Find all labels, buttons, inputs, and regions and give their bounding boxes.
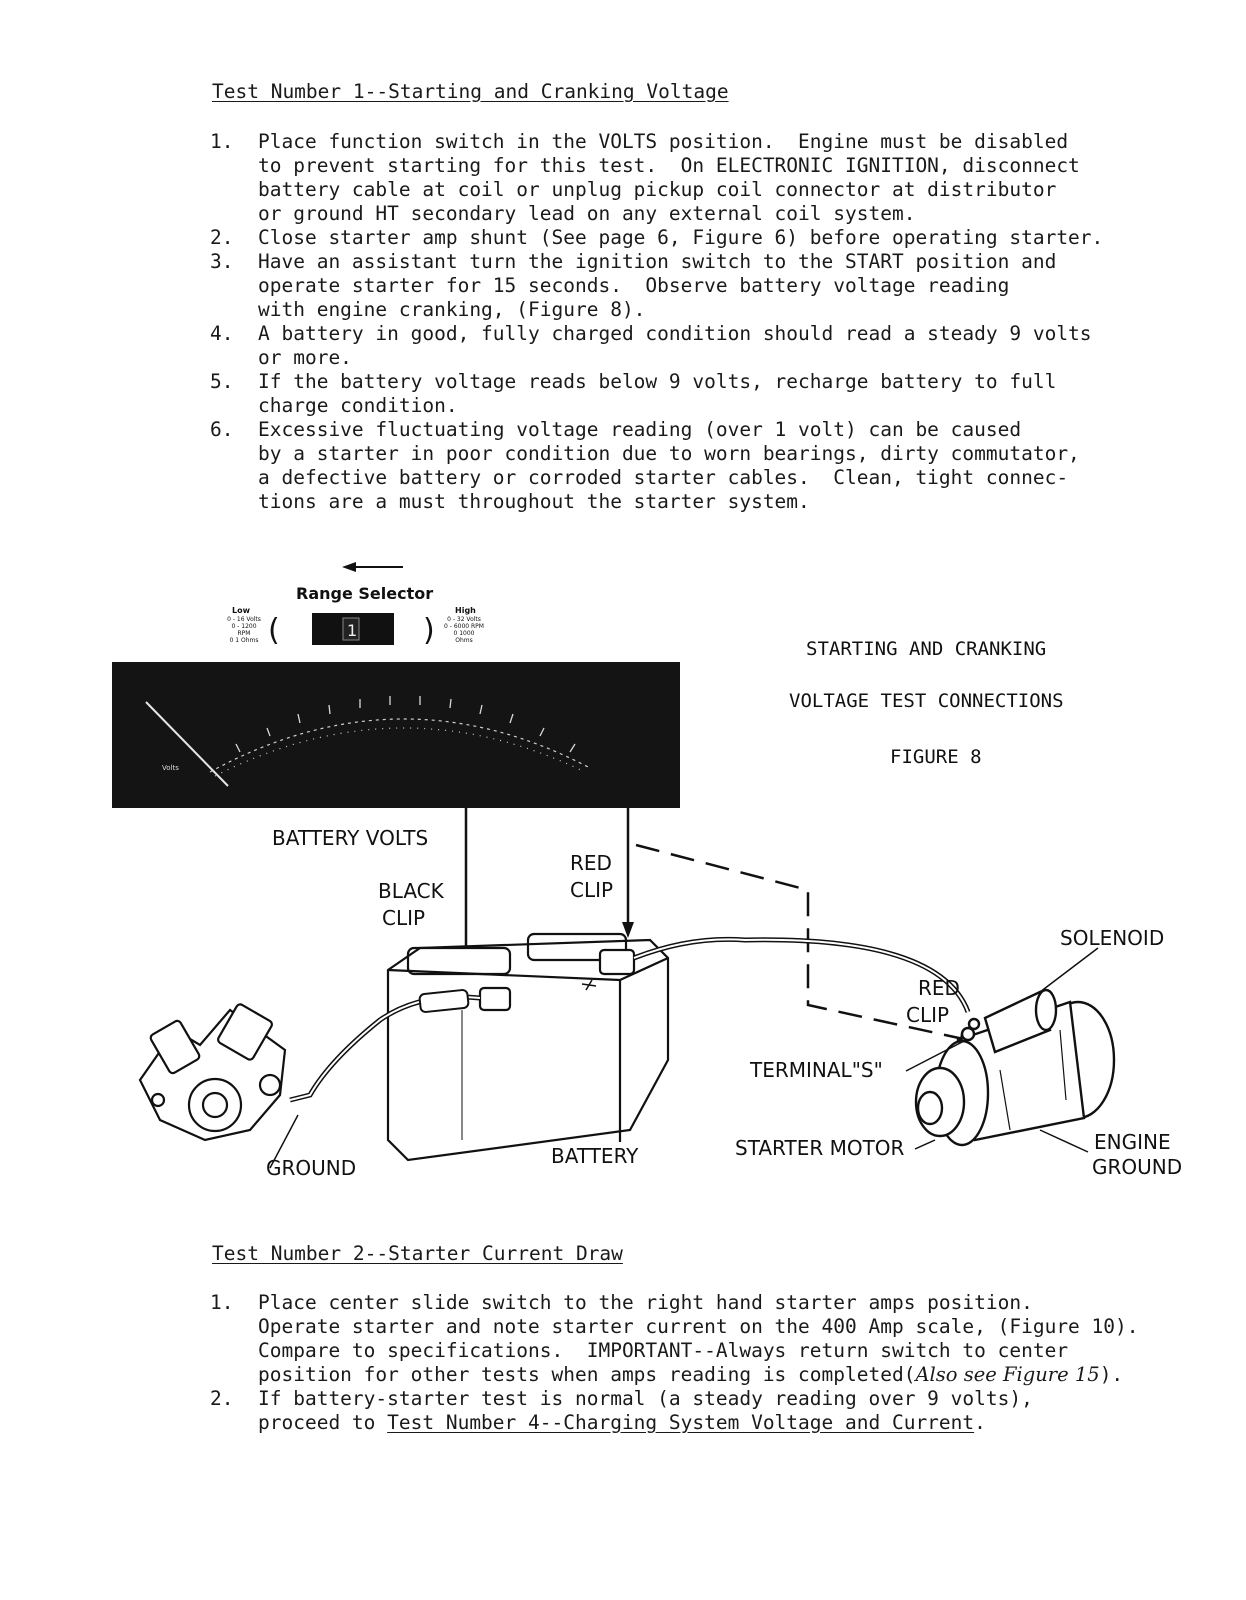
engine-ground-leader bbox=[1040, 1130, 1088, 1152]
step-number: 2. bbox=[210, 1387, 234, 1410]
black-clip-label: BLACK CLIP bbox=[378, 879, 444, 930]
test1-heading: Test Number 1--Starting and Cranking Voltage bbox=[212, 80, 729, 103]
step-text-line: to prevent starting for this test. On ELECTRONIC IGNITION, disconnect bbox=[258, 154, 1080, 177]
step-text-line: If the battery voltage reads below 9 volts, recharge battery to full bbox=[258, 370, 1057, 393]
step-text-line: by a starter in poor condition due to worn bearings, dirty commutator, bbox=[258, 442, 1080, 465]
step-text-line: or ground HT secondary lead on any external coil system. bbox=[258, 202, 916, 225]
step-text-line: Place function switch in the VOLTS position. Engine must be disabled bbox=[258, 130, 1069, 153]
step-text-line: Excessive fluctuating voltage reading (over 1 volt) can be caused bbox=[258, 418, 1022, 441]
caption-line-2: VOLTAGE TEST CONNECTIONS bbox=[789, 690, 1064, 712]
high-label: High bbox=[455, 606, 476, 615]
starter-motor-label: STARTER MOTOR bbox=[735, 1136, 905, 1160]
range-value: 0 1 Ohms bbox=[229, 637, 259, 644]
test2-steps-list bbox=[210, 1291, 1139, 1435]
step-number: 6. bbox=[210, 418, 234, 441]
test1-step-2 bbox=[210, 226, 1103, 250]
high-ranges bbox=[444, 616, 484, 644]
low-label: Low bbox=[232, 606, 250, 615]
meter-panel bbox=[112, 662, 680, 808]
red-clip-solenoid-label: RED CLIP bbox=[906, 976, 960, 1027]
range-value: 0 - 32 Volts bbox=[447, 616, 481, 623]
test1-step-6 bbox=[210, 418, 1103, 514]
test1-step-5 bbox=[210, 370, 1103, 418]
caption-figure-number: FIGURE 8 bbox=[890, 746, 982, 768]
step-text-line: tions are a must throughout the starter system. bbox=[258, 490, 810, 513]
figure-8-drawing bbox=[0, 540, 1246, 1200]
engine-block-drawing bbox=[140, 1003, 285, 1140]
test1-steps-list bbox=[210, 130, 1103, 514]
battery-label: BATTERY bbox=[551, 1144, 639, 1168]
ground-label: GROUND bbox=[266, 1156, 357, 1180]
step-text-line: Have an assistant turn the ignition switch to the START position and bbox=[258, 250, 1057, 273]
step-text-line: with engine cranking, (Figure 8). bbox=[258, 298, 646, 321]
red-clip-clamp bbox=[600, 950, 634, 974]
step-number: 3. bbox=[210, 250, 234, 273]
test1-step-4 bbox=[210, 322, 1103, 370]
step-text-line: battery cable at coil or unplug pickup coil connector at distributor bbox=[258, 178, 1057, 201]
black-clip-clamp bbox=[480, 988, 510, 1010]
selector-right-bracket: ) bbox=[423, 613, 435, 648]
terminal-s-label: TERMINAL"S" bbox=[750, 1058, 883, 1082]
handwritten-note: Also see Figure 15 bbox=[915, 1363, 1100, 1386]
range-value: 0 - 1200 RPM bbox=[231, 623, 257, 637]
figure-8 bbox=[0, 540, 1246, 1200]
battery-volts-label: BATTERY VOLTS bbox=[272, 826, 429, 850]
test2-step-1: 1. Place center slide switch to the right hand starter amps position. Operate starter and note starter current on the 400 Amp scale, (Figure 10). Compare to specifications. IMPORTANT--Always return switch to center position for other tests when amps reading is completed(Also see Figure 15). bbox=[210, 1291, 1139, 1386]
range-selector-value: 1 bbox=[347, 621, 358, 640]
test2-heading: Test Number 2--Starter Current Draw bbox=[212, 1242, 623, 1265]
solenoid-label: SOLENOID bbox=[1060, 926, 1165, 950]
solenoid-leader bbox=[1040, 948, 1098, 992]
test4-reference-link[interactable]: Test Number 4--Charging System Voltage and Current bbox=[387, 1411, 975, 1434]
step-number: 1. bbox=[210, 130, 234, 153]
range-selector-label: Range Selector bbox=[296, 584, 434, 603]
low-ranges bbox=[226, 616, 262, 644]
caption-line-1: STARTING AND CRANKING bbox=[806, 638, 1047, 660]
red-clip-top-label: RED CLIP bbox=[570, 851, 614, 902]
range-value: 0 1000 Ohms bbox=[453, 630, 475, 644]
step-number: 1. bbox=[210, 1291, 234, 1314]
step-text-line: A battery in good, fully charged condition should read a steady 9 volts bbox=[258, 322, 1092, 345]
selector-left-bracket: ( bbox=[268, 613, 280, 648]
engine-ground-label: ENGINE GROUND bbox=[1092, 1130, 1183, 1179]
step-text-line: Close starter amp shunt (See page 6, Figure 6) before operating starter. bbox=[258, 226, 1104, 249]
range-value: 0 - 6000 RPM bbox=[444, 623, 484, 630]
step-number: 2. bbox=[210, 226, 234, 249]
step-number: 5. bbox=[210, 370, 234, 393]
test1-step-1 bbox=[210, 130, 1103, 226]
step-text-line: or more. bbox=[258, 346, 352, 369]
step-text-line: a defective battery or corroded starter cables. Clean, tight connec- bbox=[258, 466, 1069, 489]
test2-step-2: 2. If battery-starter test is normal (a steady reading over 9 volts), proceed to Test Number 4--Charging System Voltage and Current. bbox=[210, 1387, 1033, 1434]
step-text-line: charge condition. bbox=[258, 394, 458, 417]
range-value: 0 - 16 Volts bbox=[227, 616, 261, 623]
test1-step-3 bbox=[210, 250, 1103, 322]
range-arrow-icon bbox=[342, 562, 403, 572]
meter-volts-label: Volts bbox=[162, 764, 179, 772]
step-number: 4. bbox=[210, 322, 234, 345]
step-text-line: operate starter for 15 seconds. Observe battery voltage reading bbox=[258, 274, 1010, 297]
